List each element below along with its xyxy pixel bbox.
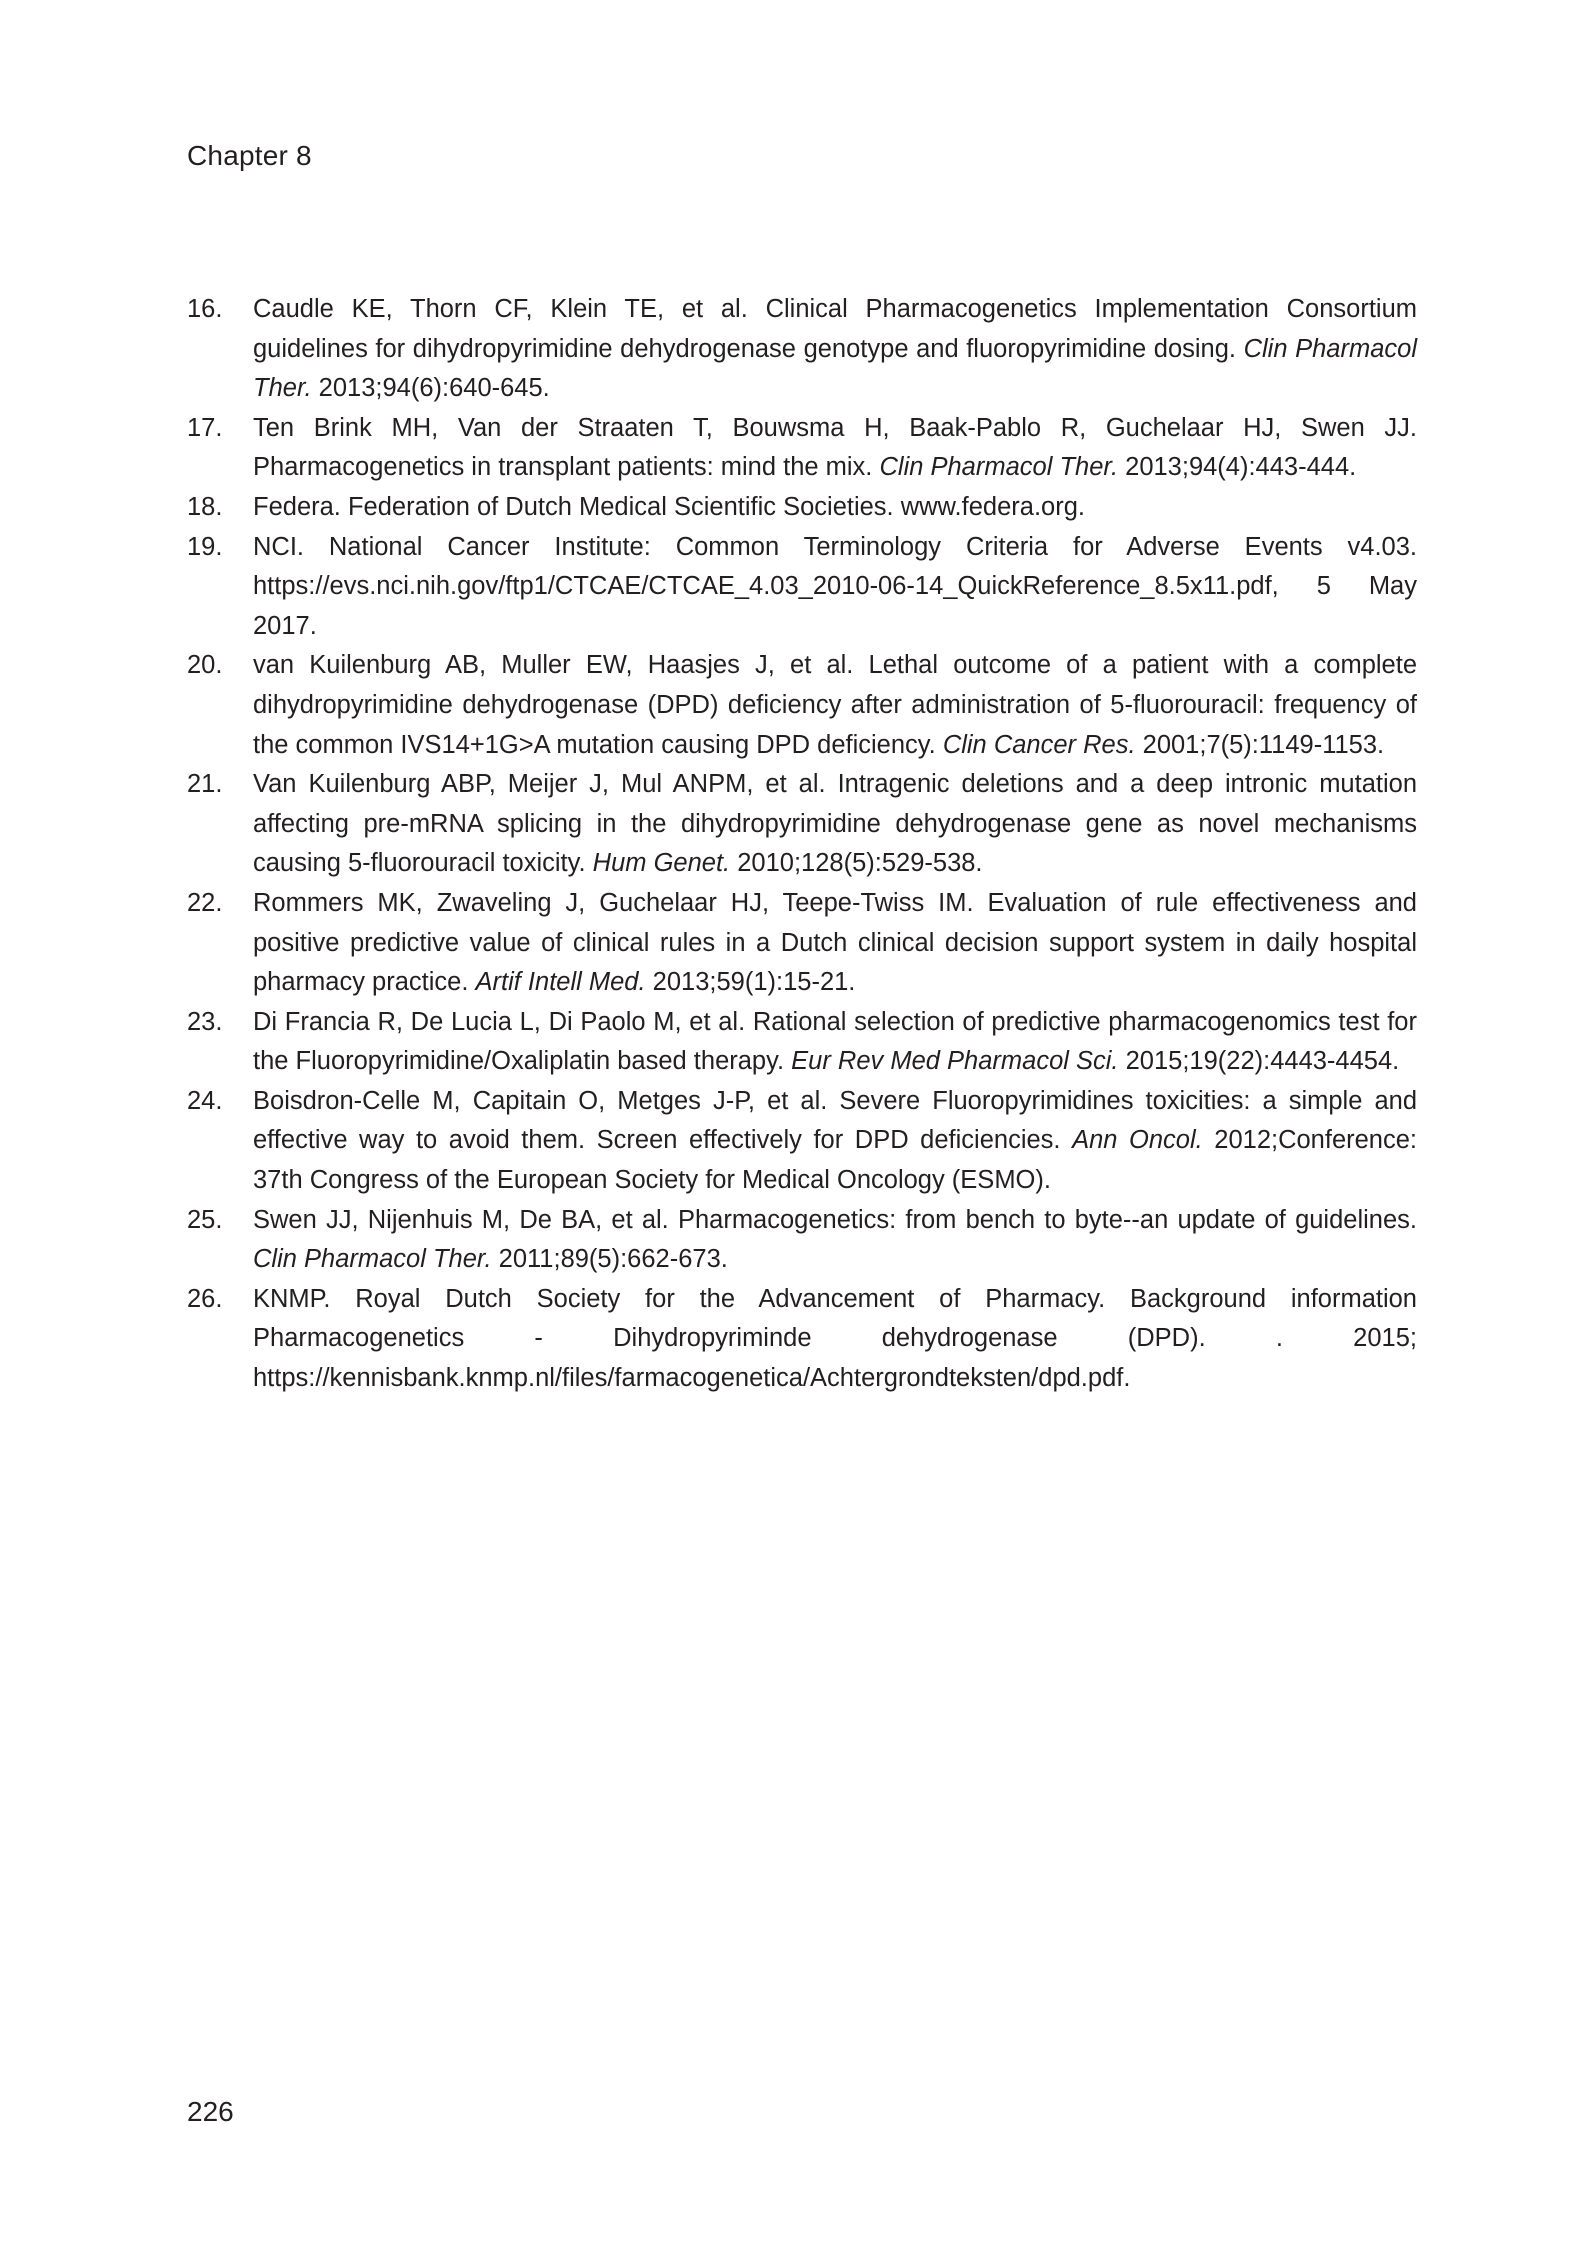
reference-item [187, 646, 1417, 765]
reference-item [187, 488, 1417, 528]
reference-number: 25. [187, 1205, 223, 1234]
reference-text [253, 493, 1085, 521]
reference-journal: Clin Pharmacol Ther. [253, 334, 1417, 403]
reference-citation: Federa. Federation of Dutch Medical Scientific Societies. www.federa.org. [253, 492, 1085, 521]
reference-text [253, 889, 1417, 996]
reference-item [187, 290, 1417, 409]
reference-journal: Clin Pharmacol Ther. [879, 453, 1119, 482]
reference-item [187, 1082, 1417, 1201]
reference-text [253, 770, 1417, 877]
reference-item [187, 528, 1417, 647]
reference-citation: Ten Brink MH, Van der Straaten T, Bouwsma H, Baak-Pablo R, Guchelaar HJ, Swen JJ. Pharmacogenetics in transplant patients: mind the mix. [253, 413, 1417, 482]
reference-citation: NCI. National Cancer Institute: Common Terminology Criteria for Adverse Events v4.03. https://evs.nci.nih.gov/ftp1/CTCAE/CTCAE_4.03_2010-06-14_QuickReference_8.5x11.pdf, 5 May 2017. [253, 532, 1417, 640]
reference-citation: van Kuilenburg AB, Muller EW, Haasjes J, et al. Lethal outcome of a patient with a complete dihydropyrimidine dehydrogenase (DPD) deficiency after administration of 5-fluorouracil: frequency of the common IVS14+1G>A mutation causing DPD deficiency. [253, 651, 1417, 759]
reference-number: 19. [187, 532, 223, 561]
reference-citation-tail: 2012;Conference: 37th Congress of the European Society for Medical Oncology (ESMO). [253, 1126, 1418, 1195]
reference-journal: Clin Pharmacol Ther. [253, 1245, 492, 1274]
reference-journal: Ann Oncol. [1072, 1126, 1203, 1155]
reference-text [253, 651, 1417, 758]
reference-text [253, 1008, 1417, 1076]
reference-number: 23. [187, 1007, 223, 1036]
reference-number: 22. [187, 888, 223, 917]
reference-item [187, 1003, 1417, 1082]
page-number: 226 [187, 2096, 234, 2127]
reference-citation: Caudle KE, Thorn CF, Klein TE, et al. Clinical Pharmacogenetics Implementation Consortium guidelines for dihydropyrimidine dehydrogenase genotype and fluoropyrimidine dosing. [253, 295, 1417, 363]
reference-item [187, 409, 1417, 488]
reference-number: 16. [187, 295, 223, 323]
reference-text [253, 414, 1417, 482]
reference-text [253, 1206, 1417, 1274]
reference-number: 20. [187, 651, 223, 680]
reference-number: 17. [187, 413, 223, 442]
reference-citation: Di Francia R, De Lucia L, Di Paolo M, et al. Rational selection of predictive pharmacogenomics test for the Fluoropyrimidine/Oxaliplatin based therapy. [253, 1007, 1417, 1076]
reference-item [187, 1280, 1417, 1399]
reference-citation-tail: 2013;94(4):443-444. [1118, 453, 1357, 482]
reference-journal: Hum Genet. [592, 849, 731, 878]
reference-citation-tail: 2013;59(1):15-21. [645, 968, 856, 997]
reference-citation-tail: 2015;19(22):4443-4454. [1118, 1047, 1400, 1076]
running-head: Chapter 8 [187, 140, 312, 171]
reference-number: 26. [187, 1284, 223, 1313]
reference-item [187, 884, 1417, 1003]
reference-journal: Eur Rev Med Pharmacol Sci. [791, 1047, 1119, 1076]
reference-citation-tail: 2010;128(5):529-538. [730, 849, 983, 878]
reference-citation: Boisdron-Celle M, Capitain O, Metges J-P, et al. Severe Fluoropyrimidines toxicities: a simple and effective way to avoid them. Screen effectively for DPD deficiencies. [253, 1086, 1417, 1155]
reference-text [253, 295, 1417, 402]
reference-item [187, 765, 1417, 884]
reference-journal: Artif Intell Med. [475, 968, 646, 997]
reference-number: 18. [187, 492, 223, 521]
reference-citation: Rommers MK, Zwaveling J, Guchelaar HJ, Teepe-Twiss IM. Evaluation of rule effectiveness and positive predictive value of clinical rules in a Dutch clinical decision support system in daily hospital pharmacy practice. [253, 888, 1417, 997]
reference-journal: Clin Cancer Res. [942, 730, 1136, 759]
reference-citation-tail: 2001;7(5):1149-1153. [1135, 730, 1385, 759]
reference-citation: KNMP. Royal Dutch Society for the Advancement of Pharmacy. Background information Pharmacogenetics - Dihydropyriminde dehydrogenase (DPD). . 2015; https://kennisbank.knmp.nl/files/farmacogenetica/Achtergrondteksten/dpd.pdf. [253, 1284, 1417, 1393]
reference-citation-tail: 2011;89(5):662-673. [491, 1245, 728, 1274]
reference-list [187, 290, 1417, 1399]
reference-item [187, 1201, 1417, 1280]
reference-citation: Van Kuilenburg ABP, Meijer J, Mul ANPM, et al. Intragenic deletions and a deep intronic mutation affecting pre-mRNA splicing in the dihydropyrimidine dehydrogenase gene as novel mechanisms causing 5-fluorouracil toxicity. [253, 770, 1417, 878]
reference-citation: Swen JJ, Nijenhuis M, De BA, et al. Pharmacogenetics: from bench to byte--an update of guidelines. [253, 1205, 1417, 1234]
reference-number: 21. [187, 770, 223, 799]
reference-number: 24. [187, 1086, 223, 1115]
reference-text [253, 533, 1417, 640]
reference-text [253, 1087, 1417, 1194]
reference-text [253, 1285, 1417, 1392]
reference-citation-tail: 2013;94(6):640-645. [311, 374, 550, 403]
